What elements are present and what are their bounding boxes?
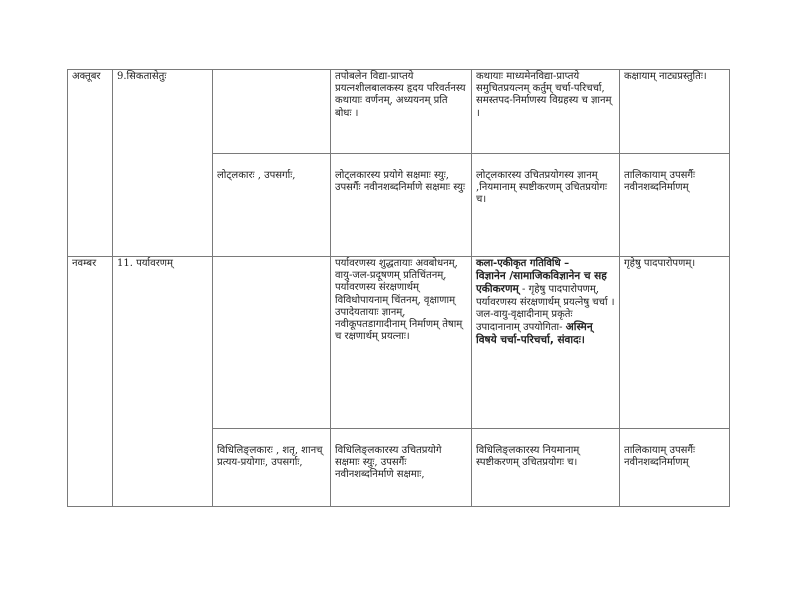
evaluation-cell: तालिकायाम् उपसर्गैः नवीनशब्दनिर्माणम्: [620, 429, 730, 507]
table-row: [68, 257, 730, 429]
chapter-cell: 11. पर्यावरणम्: [113, 257, 213, 507]
lesson-plan-table: [67, 69, 730, 507]
grammar-cell: लोट्लकारः , उपसर्गाः,: [213, 154, 331, 257]
chapter-cell: 9.सिकतासेतुः: [113, 70, 213, 257]
objective-cell: तपोबलेन विद्या-प्राप्तये प्रयत्नशीलबालकस्य हृदय परिवर्तनस्य कथायाः वर्णनम्, अध्ययनम् प्रति बोधः ।: [331, 70, 472, 154]
grammar-cell: विधिलिङ्लकारः , शतृ, शानच् प्रत्यय-प्रयोगाः, उपसर्गाः,: [213, 429, 331, 507]
activity-cell: कथायाः माध्यमेनविद्या-प्राप्तये समुचितप्रयत्नम् कर्तुम् चर्चा-परिचर्चा, समस्तपद-निर्माणस्य विग्रहस्य च ज्ञानम् ।: [472, 70, 620, 154]
evaluation-cell: कक्षायाम् नाट्यप्रस्तुतिः।: [620, 70, 730, 154]
activity-cell: विधिलिङ्लकारस्य नियमानाम् स्पष्टीकरणम् उचितप्रयोगः च।: [472, 429, 620, 507]
grammar-cell: [213, 70, 331, 154]
month-cell: नवम्बर: [68, 257, 113, 507]
evaluation-cell: गृहेषु पादपारोपणम्।: [620, 257, 730, 429]
activity-cell: लोट्लकारस्य उचितप्रयोगस्य ज्ञानम् ,नियमानाम् स्पष्टीकरणम् उचितप्रयोगः च।: [472, 154, 620, 257]
table-row: [68, 70, 730, 154]
grammar-cell: [213, 257, 331, 429]
objective-cell: पर्यावरणस्य शुद्धतायाः अवबोधनम्, वायु-जल-प्रदूषणम् प्रतिचिंतनम्, पर्यावरणस्य संरक्षणार्थम् विविधोपायनाम् चिंतनम्, वृक्षाणाम् उपादेयतायाः ज्ञानम्, नवीकूपतडागादीनाम् निर्माणम् तेषाम् च रक्षणार्थम् प्रयत्नाः।: [331, 257, 472, 429]
activity-integration: विज्ञानेन /सामाजिकविज्ञानेन च सह एकीकरणम्: [476, 270, 607, 296]
activity-text: - गृहेषु पादपारोपणम्, पर्यावरणस्य संरक्षणार्थम् प्रयत्नेषु चर्चा । जल-वायु-वृक्षादीनाम् प्रकृतेः उपादानानाम् उपयोगिता-: [476, 284, 615, 334]
evaluation-cell: तालिकायाम् उपसर्गैः नवीनशब्दनिर्माणम्: [620, 154, 730, 257]
activity-discussion: अस्मिन् विषये चर्चा-परिचर्चा, संवादः।: [476, 321, 593, 347]
month-cell: अक्तूबर: [68, 70, 113, 257]
objective-cell: विधिलिङ्लकारस्य उचितप्रयोगे सक्षमाः स्युः, उपसर्गैः नवीनशब्दनिर्माणे सक्षमाः,: [331, 429, 472, 507]
objective-cell: लोट्लकारस्य प्रयोगे सक्षमाः स्युः, उपसर्गैः नवीनशब्दनिर्माणे सक्षमाः स्युः: [331, 154, 472, 257]
activity-heading: कला-एकीकृत गतिविधि –: [476, 258, 570, 269]
activity-cell: [472, 257, 620, 429]
